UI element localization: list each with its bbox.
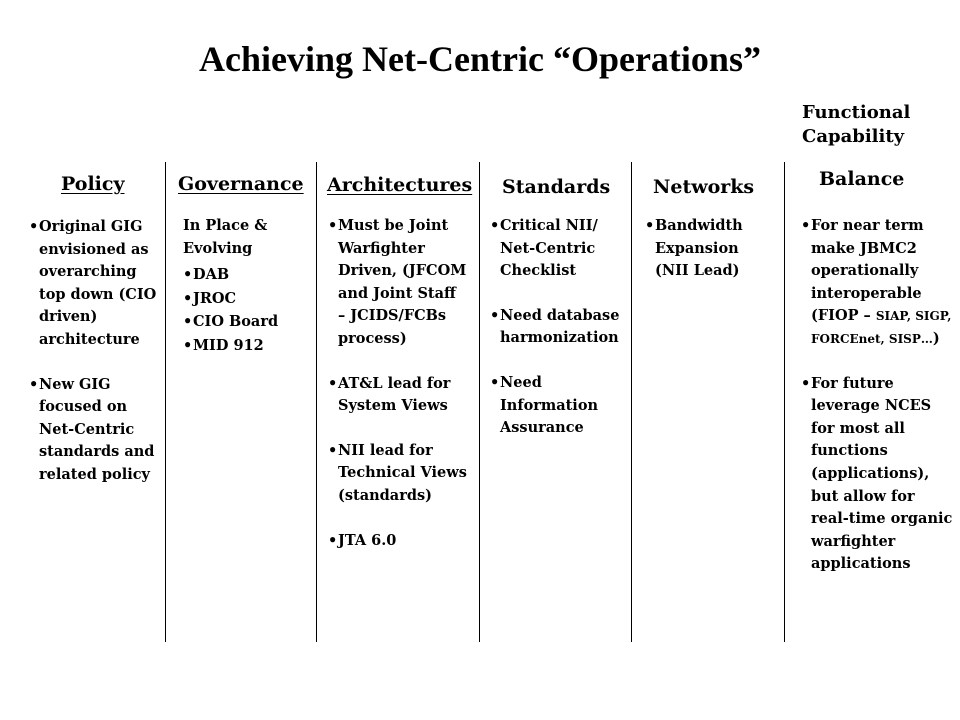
balance-heading: Balance	[819, 168, 905, 190]
list-item: • Must be Joint Warfighter Driven, (JFCOM and Joint Staff – JCIDS/FCBs process)	[328, 215, 468, 351]
list-item: • Need Information Assurance	[490, 372, 632, 440]
functional-capability-label: Functional Capability	[802, 102, 911, 147]
column-divider	[784, 162, 785, 642]
policy-heading: Policy	[61, 173, 125, 195]
balance-item-text-end: )	[932, 329, 940, 347]
standards-column	[490, 215, 632, 440]
balance-item-small-text: SIAP, SIGP, FORCEnet, SISP…	[811, 309, 952, 346]
list-item: • Bandwidth Expansion (NII Lead)	[645, 215, 773, 283]
list-item: • JTA 6.0	[328, 530, 468, 553]
list-item: • AT&L lead for System Views	[328, 373, 468, 418]
page-title: Achieving Net-Centric “Operations”	[199, 39, 761, 79]
networks-column	[645, 215, 773, 283]
policy-column	[29, 216, 163, 487]
list-item: • New GIG focused on Net-Centric standards and related policy	[29, 374, 163, 487]
networks-heading: Networks	[653, 176, 755, 198]
list-item: • JROC	[183, 288, 311, 311]
column-divider	[165, 162, 166, 642]
list-item	[801, 215, 953, 351]
balance-column	[801, 215, 953, 576]
list-item: • Original GIG envisioned as overarching top down (CIO driven) architecture	[29, 216, 163, 352]
column-divider	[479, 162, 480, 642]
list-item: • For future leverage NCES for most all functions (applications), but allow for real-time organic warfighter applications	[801, 373, 953, 576]
governance-column	[183, 215, 311, 358]
list-item: • MID 912	[183, 335, 311, 358]
balance-item-text: For near term make JBMC2 operationally interoperable (FIOP –	[811, 217, 924, 325]
standards-heading: Standards	[502, 176, 611, 198]
list-item: • DAB	[183, 264, 311, 287]
list-item: • Need database harmonization	[490, 305, 632, 350]
governance-intro: In Place & Evolving	[183, 217, 268, 257]
list-item: • CIO Board	[183, 311, 311, 334]
architectures-column	[328, 215, 468, 552]
column-divider	[316, 162, 317, 642]
list-item: • NII lead for Technical Views (standards)	[328, 440, 468, 508]
governance-heading: Governance	[178, 173, 304, 195]
list-item: • Critical NII/ Net-Centric Checklist	[490, 215, 632, 283]
architectures-heading: Architectures	[327, 174, 473, 196]
